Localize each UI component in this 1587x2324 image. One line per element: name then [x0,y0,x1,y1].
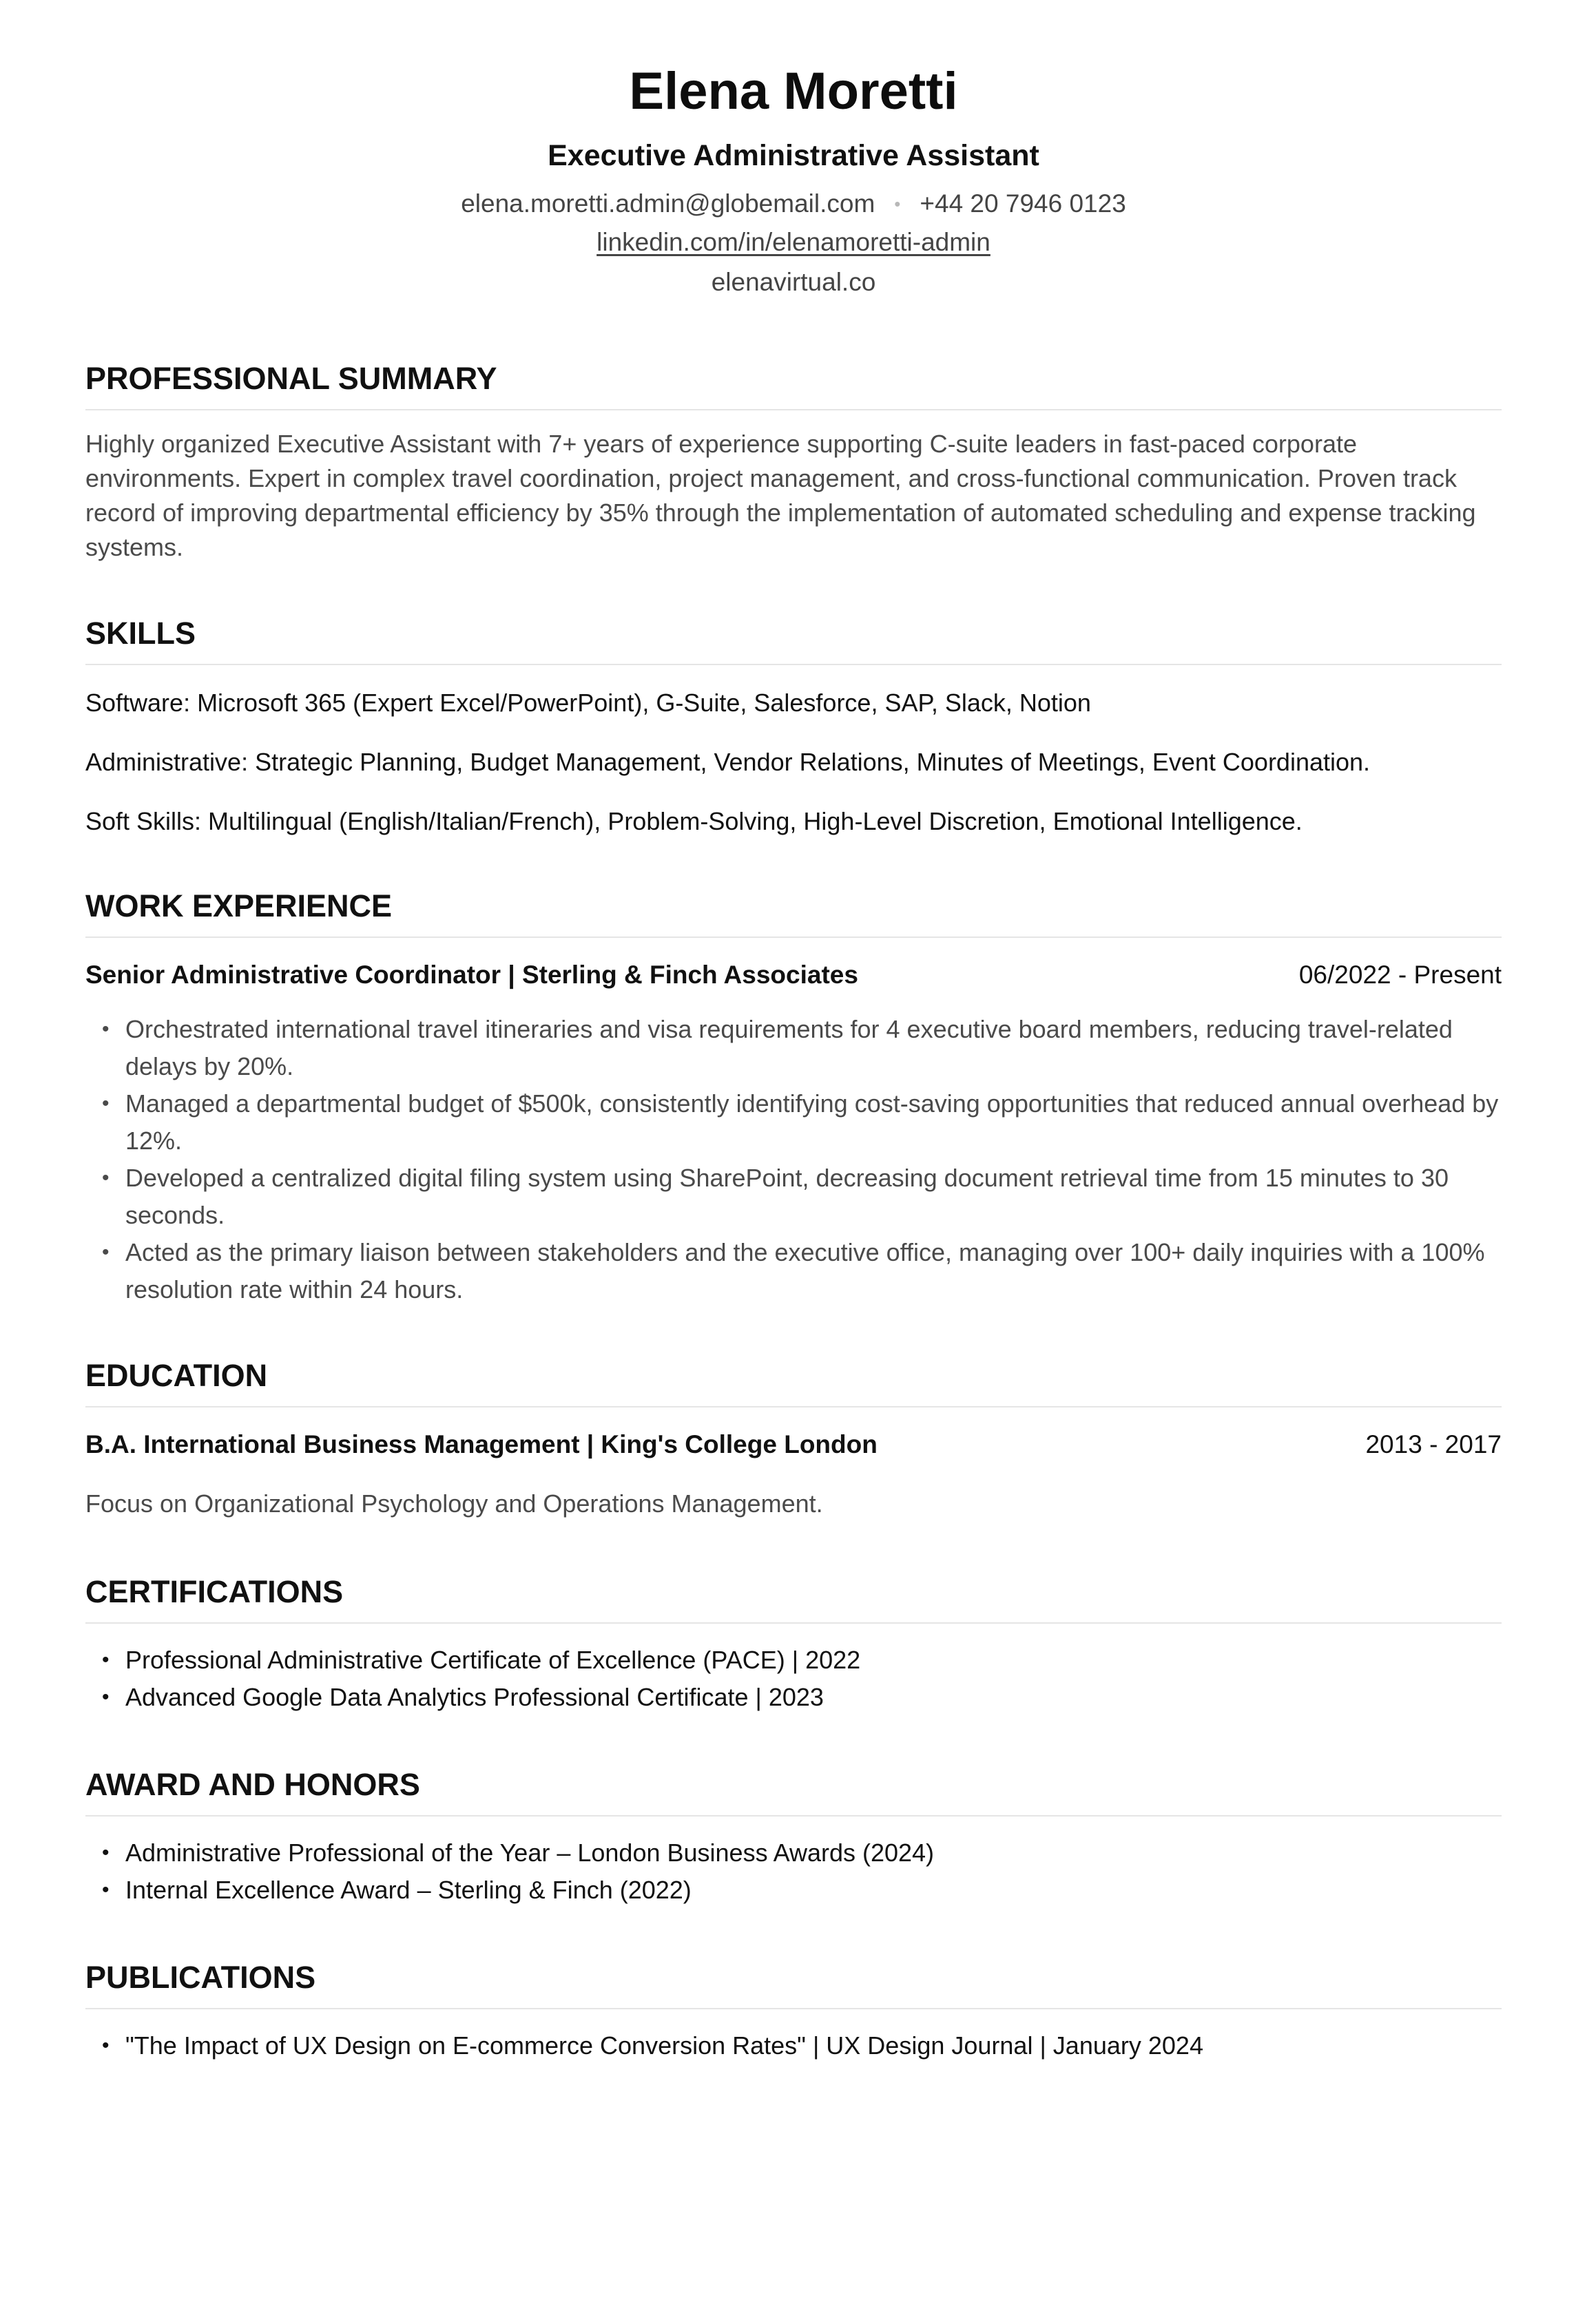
contact-email[interactable]: elena.moretti.admin@globemail.com [461,189,875,218]
list-item: • Advanced Google Data Analytics Professional Certificate | 2023 [85,1679,1502,1716]
education-dates: 2013 - 2017 [1365,1430,1502,1458]
linkedin-link[interactable]: linkedin.com/in/elenamoretti-admin [597,228,990,256]
job-role: Senior Administrative Coordinator | Sterling & Finch Associates [85,961,858,989]
certifications-section [85,1573,1502,1716]
education-degree: B.A. International Business Management | King's College London [85,1430,878,1458]
awards-list [85,1834,1502,1909]
bullet-glyph: • [102,1166,110,1189]
list-item: • Administrative Professional of the Year – London Business Awards (2024) [85,1834,1502,1872]
contact-row-linkedin [85,223,1502,262]
list-item: • Internal Excellence Award – Sterling & Finch (2022) [85,1872,1502,1909]
education-header [85,1427,1502,1463]
contact-row-primary [85,185,1502,223]
experience-section [85,887,1502,1308]
certifications-list [85,1642,1502,1716]
list-item: • Professional Administrative Certificate of Excellence (PACE) | 2022 [85,1642,1502,1679]
awards-title: AWARD AND HONORS [85,1766,1502,1817]
candidate-headline: Executive Administrative Assistant [548,139,1039,172]
contact-phone[interactable]: +44 20 7946 0123 [920,189,1126,218]
skills-section [85,614,1502,839]
job-bullets [85,1011,1502,1308]
bullet-glyph: • [102,1648,110,1671]
skill-line-administrative: Administrative: Strategic Planning, Budget Management, Vendor Relations, Minutes of Meetings, Event Coordination. [85,748,1371,776]
list-item: • Orchestrated international travel itineraries and visa requirements for 4 executive board members, reducing travel-related delays by 20%. [85,1011,1502,1085]
bullet-glyph: • [102,1092,110,1115]
bullet-glyph: • [102,1018,110,1040]
contact-row-website [85,263,1502,302]
list-item: • Acted as the primary liaison between stakeholders and the executive office, managing over 100+ daily inquiries with a 100% resolution rate within 24 hours. [85,1234,1502,1308]
candidate-name: Elena Moretti [629,62,958,121]
website-link[interactable]: elenavirtual.co [711,268,876,296]
education-note: Focus on Organizational Psychology and Operations Management. [85,1489,823,1518]
summary-title: PROFESSIONAL SUMMARY [85,359,1502,410]
summary-text: Highly organized Executive Assistant with 7+ years of experience supporting C-suite leaders in fast-paced corporate environments. Expert in complex travel coordination, project management, and cross-functional communication. Proven track record of improving departmental efficiency by 35% through the implementation of automated scheduling and expense tracking systems. [85,430,1476,561]
contact-separator: • [894,193,901,214]
bullet-glyph: • [102,1686,110,1708]
certifications-title: CERTIFICATIONS [85,1573,1502,1624]
education-title: EDUCATION [85,1357,1502,1407]
bullet-glyph: • [102,2034,110,2057]
publications-list [85,2027,1502,2064]
bullet-glyph: • [102,1878,110,1901]
skills-title: SKILLS [85,614,1502,665]
job-header [85,957,1502,993]
skill-line-soft-skills: Soft Skills: Multilingual (English/Italian/French), Problem-Solving, High-Level Discretion, Emotional Intelligence. [85,807,1303,835]
publications-title: PUBLICATIONS [85,1958,1502,2009]
bullet-glyph: • [102,1241,110,1264]
job-dates: 06/2022 - Present [1298,961,1502,989]
education-section [85,1357,1502,1522]
list-item: • "The Impact of UX Design on E-commerce Conversion Rates" | UX Design Journal | January 2024 [85,2027,1502,2064]
awards-section [85,1766,1502,1909]
experience-title: WORK EXPERIENCE [85,887,1502,938]
bullet-glyph: • [102,1841,110,1864]
summary-section [85,359,1502,565]
list-item: • Managed a departmental budget of $500k, consistently identifying cost-saving opportunities that reduced annual overhead by 12%. [85,1085,1502,1160]
publications-section [85,1958,1502,2064]
skill-line-software: Software: Microsoft 365 (Expert Excel/PowerPoint), G-Suite, Salesforce, SAP, Slack, Notion [85,689,1091,717]
list-item: • Developed a centralized digital filing system using SharePoint, decreasing document retrieval time from 15 minutes to 30 seconds. [85,1160,1502,1234]
resume-header [85,0,1502,302]
